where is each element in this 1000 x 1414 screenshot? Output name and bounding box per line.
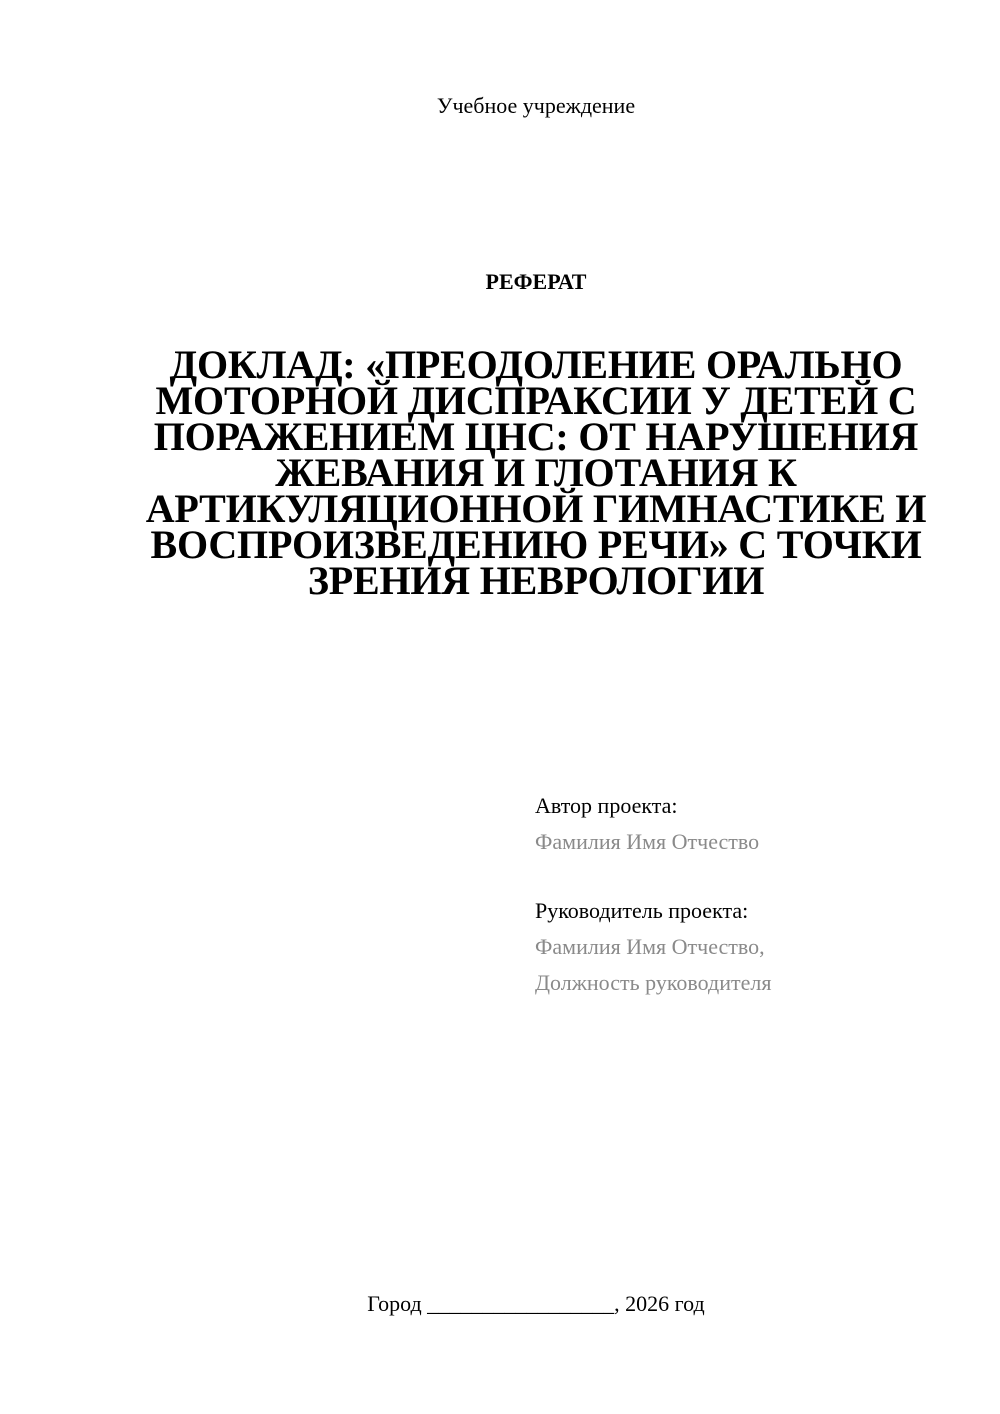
supervisor-name: Фамилия Имя Отчество, xyxy=(535,934,765,959)
institution-name: Учебное учреждение xyxy=(436,93,636,118)
supervisor-position: Должность руководителя xyxy=(535,970,772,995)
city-year-line: Город _________________, 2026 год xyxy=(367,1291,705,1316)
supervisor-label: Руководитель проекта: xyxy=(535,898,749,923)
document-title: ДОКЛАД: «ПРЕОДОЛЕНИЕ ОРАЛЬНО МОТОРНОЙ ДИСПРАКСИИ У ДЕТЕЙ С ПОРАЖЕНИЕМ ЦНС: ОТ НАРУШЕНИЯ ЖЕВАНИЯ И ГЛОТАНИЯ К АРТИКУЛЯЦИОННОЙ ГИМНАСТИКЕ И ВОСПРОИЗВЕДЕНИЮ РЕЧИ» С ТОЧКИ ЗРЕНИЯ НЕВРОЛОГИИ xyxy=(145,342,927,603)
author-block xyxy=(535,788,975,860)
supervisor-block xyxy=(535,893,975,1001)
author-name: Фамилия Имя Отчество xyxy=(535,829,760,854)
author-label: Автор проекта: xyxy=(535,793,678,818)
document-type: РЕФЕРАТ xyxy=(485,269,587,294)
